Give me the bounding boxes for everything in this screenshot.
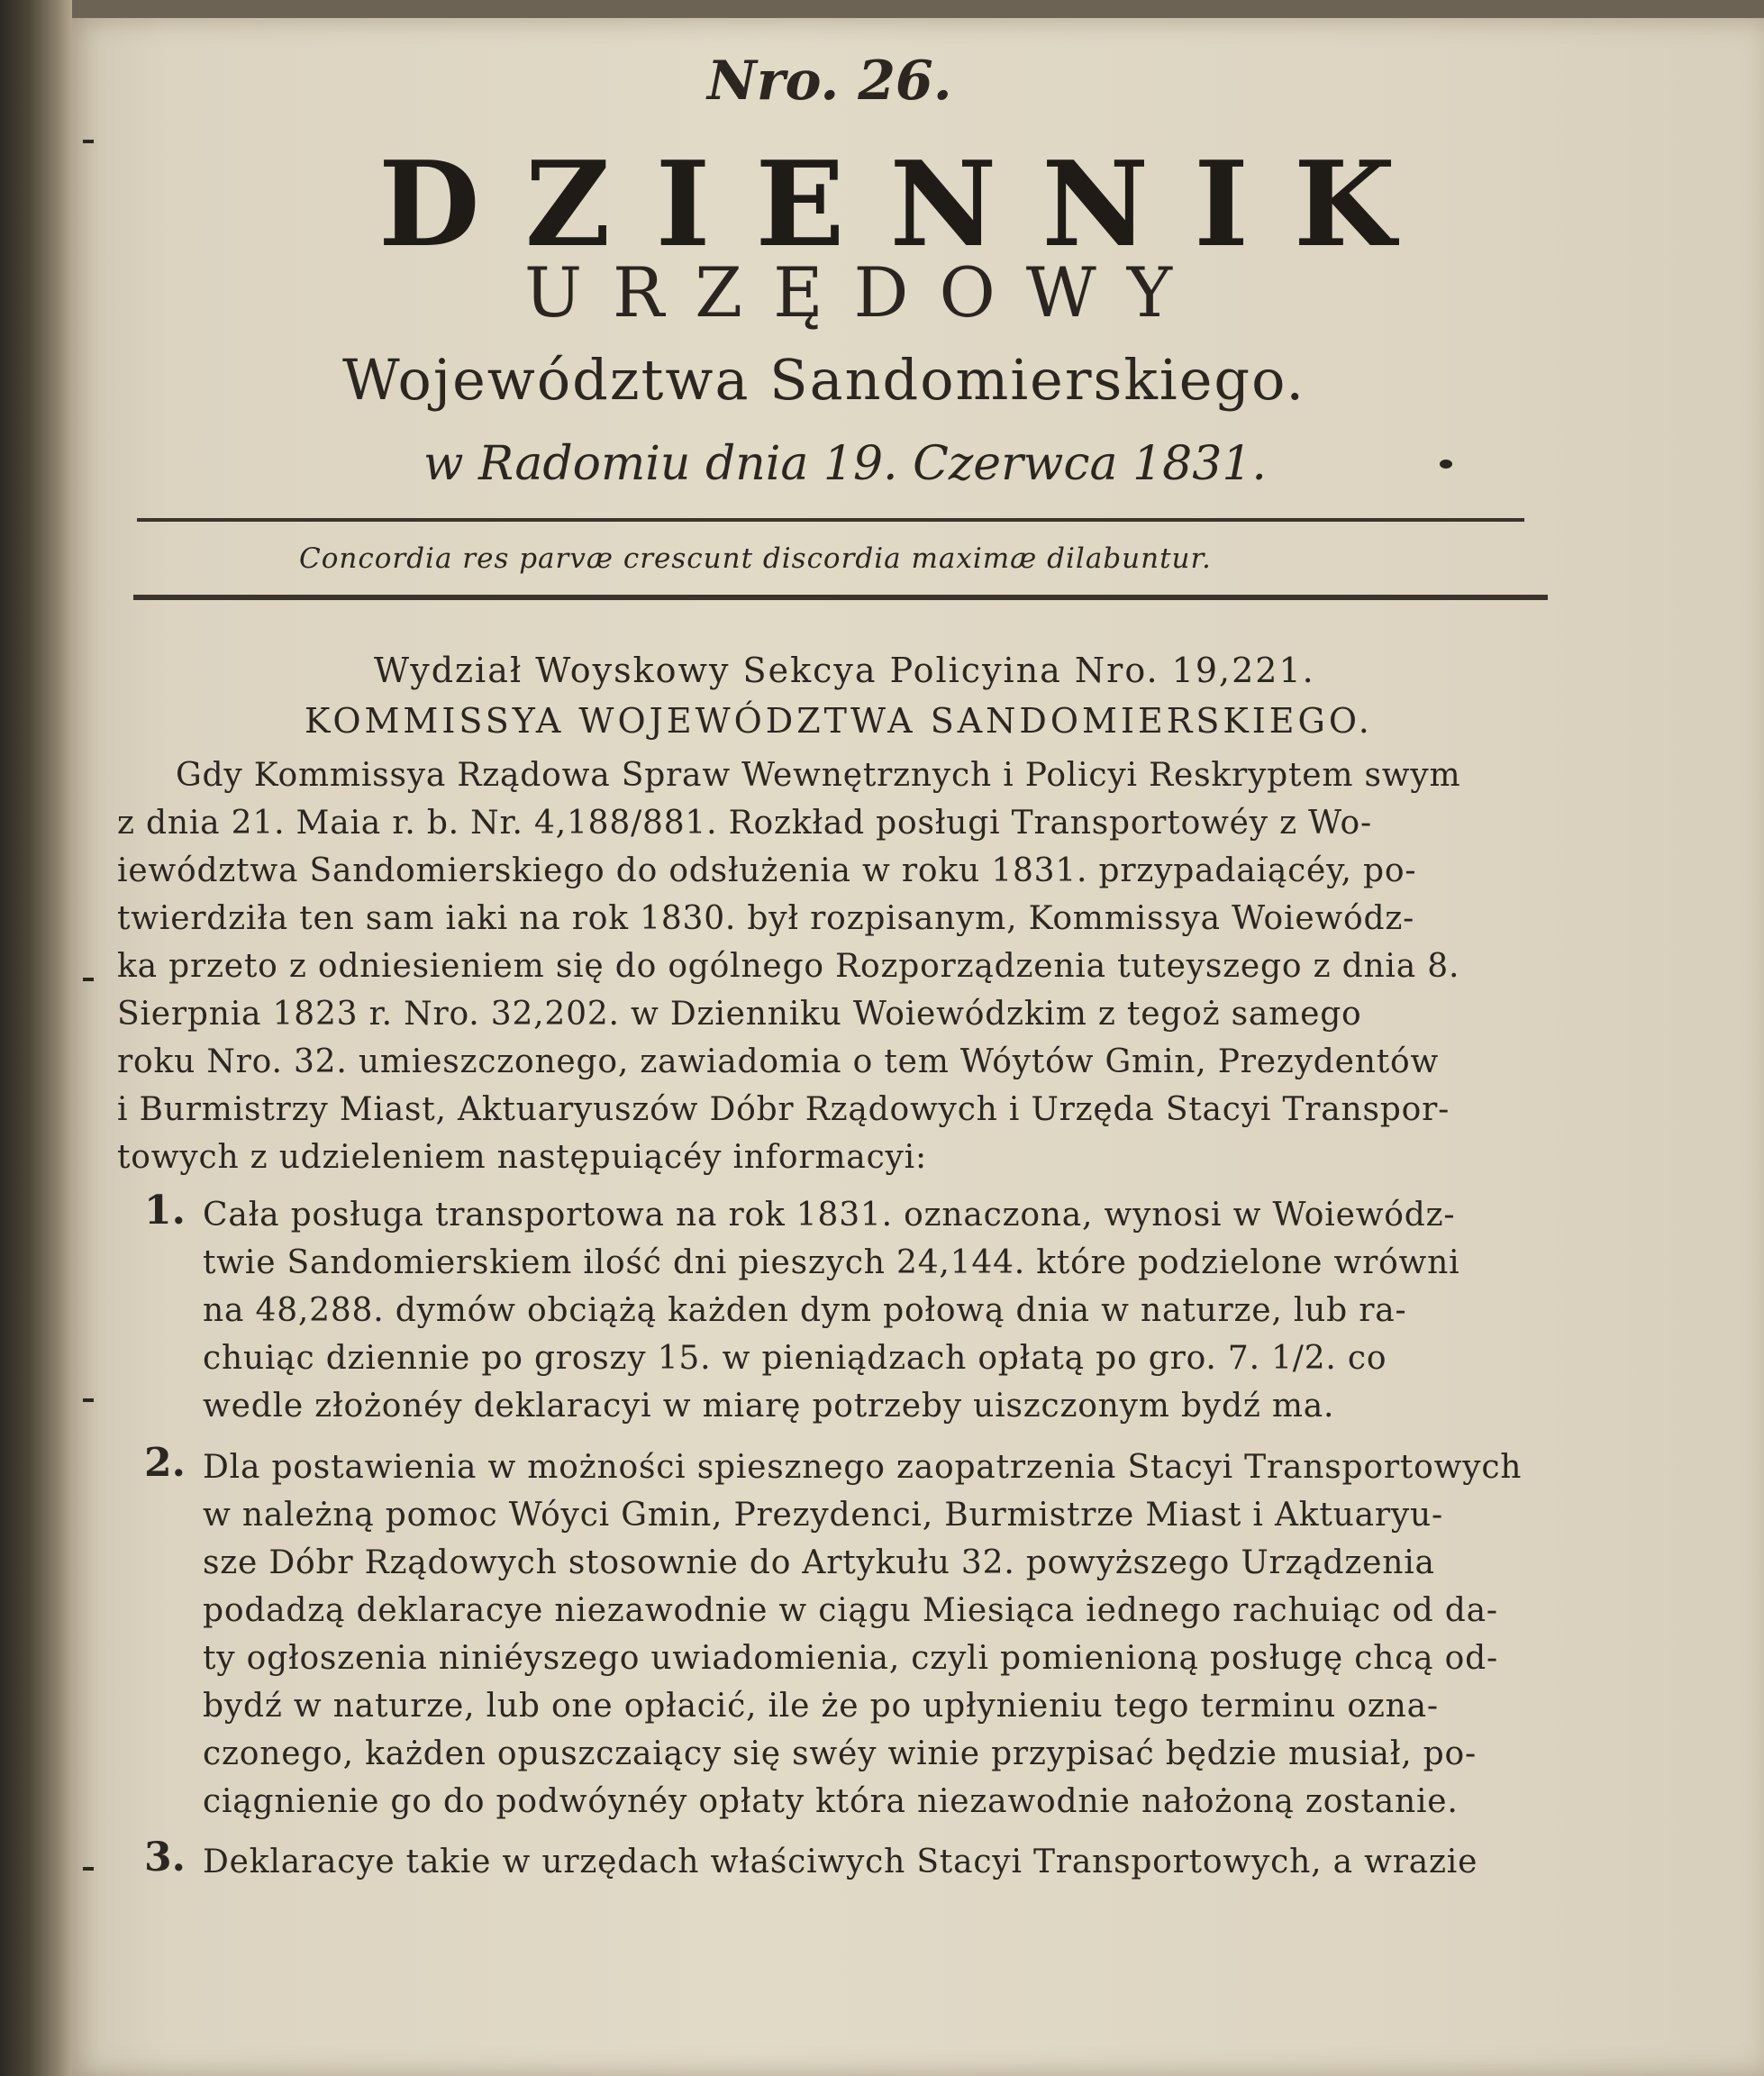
margin-mark — [83, 140, 94, 143]
intro-line: twierdziła ten sam iaki na rok 1830. był rozpisanym, Kommissya Woiewódz- — [117, 900, 1415, 937]
ornament-dot-icon — [1440, 460, 1452, 469]
item-line: wedle złożonéy deklaracyi w miarę potrzeby uiszczonym bydź ma. — [203, 1388, 1335, 1425]
margin-mark — [83, 1398, 94, 1402]
intro-line: towych z udzieleniem następuiącéy informacyi: — [117, 1139, 927, 1176]
intro-line: z dnia 21. Maia r. b. Nr. 4,188/881. Rozkład posługi Transportowéy z Wo- — [117, 805, 1372, 842]
margin-mark — [83, 978, 94, 981]
item-line: twie Sandomierskiem ilość dni pieszych 24,144. które podzielone wrówni — [203, 1244, 1460, 1281]
intro-line: ka przeto z odniesieniem się do ogólnego Rozporządzenia tuteyszego z dnia 8. — [117, 948, 1460, 985]
item-line: ciągnienie go do podwóynéy opłaty która niezawodnie nałożoną zostanie. — [203, 1783, 1459, 1820]
item-line: czonego, każden opuszczaiący się swéy winie przypisać będzie musiał, po- — [203, 1735, 1477, 1772]
masthead-subtitle: URZĘDOWY — [524, 252, 1204, 332]
intro-line: iewództwa Sandomierskiego do odsłużenia w roku 1831. przypadaiącéy, po- — [117, 852, 1417, 889]
bottom-rule — [133, 595, 1548, 600]
item-number: 2. — [144, 1440, 186, 1486]
item-line: w należną pomoc Wóyci Gmin, Prezydenci, Burmistrze Miast i Aktuaryu- — [203, 1497, 1443, 1534]
province-name: Województwa Sandomierskiego. — [342, 347, 1306, 413]
item-line: podadzą deklaracye niezawodnie w ciągu Miesiąca iednego rachuiąc od da- — [203, 1592, 1498, 1629]
item-line: Dla postawienia w możności spiesznego zaopatrzenia Stacyi Transportowych — [203, 1449, 1523, 1486]
commission-heading: KOMMISSYA WOJEWÓDZTWA SANDOMIERSKIEGO. — [305, 701, 1373, 741]
item-number: 1. — [144, 1188, 186, 1234]
item-line: sze Dóbr Rządowych stosownie do Artykułu 32. powyższego Urządzenia — [203, 1544, 1435, 1581]
item-line: chuiąc dziennie po groszy 15. w pieniądzach opłatą po gro. 7. 1/2. co — [203, 1340, 1387, 1377]
masthead-title: DZIENNIK — [378, 135, 1441, 273]
intro-line: roku Nro. 32. umieszczonego, zawiadomia o tem Wóytów Gmin, Prezydentów — [117, 1043, 1440, 1080]
intro-line: Sierpnia 1823 r. Nro. 32,202. w Dzienniku Woiewódzkim z tegoż samego — [117, 996, 1362, 1033]
item-line: na 48,288. dymów obciążą każden dym połową dnia w naturze, lub ra- — [203, 1292, 1407, 1329]
department-reference: Wydział Woyskowy Sekcya Policyina Nro. 19,221. — [374, 651, 1315, 690]
item-number: 3. — [144, 1835, 186, 1880]
binding-spine — [0, 0, 72, 2076]
item-line: Cała posługa transportowa na rok 1831. oznaczona, wynosi w Woiewódz- — [203, 1197, 1456, 1234]
item-line: Deklaracye takie w urzędach właściwych Stacyi Transportowych, a wrazie — [203, 1844, 1478, 1880]
item-line: ty ogłoszenia niniéyszego uwiadomienia, czyli pomienioną posługę chcą od- — [203, 1640, 1498, 1677]
item-line: bydź w naturze, lub one opłacić, ile że po upłynieniu tego terminu ozna- — [203, 1688, 1439, 1725]
intro-line: i Burmistrzy Miast, Aktuaryuszów Dóbr Rządowych i Urzęda Stacyi Transpor- — [117, 1091, 1450, 1128]
motto: Concordia res parvæ crescunt discordia maximæ dilabuntur. — [299, 542, 1212, 575]
margin-mark — [83, 1867, 94, 1871]
intro-line: Gdy Kommissya Rządowa Spraw Wewnętrznych i Policyi Reskryptem swym — [176, 757, 1461, 794]
issue-number: Nro. 26. — [707, 50, 952, 113]
top-rule — [137, 518, 1524, 522]
dateline: w Radomiu dnia 19. Czerwca 1831. — [423, 437, 1267, 491]
